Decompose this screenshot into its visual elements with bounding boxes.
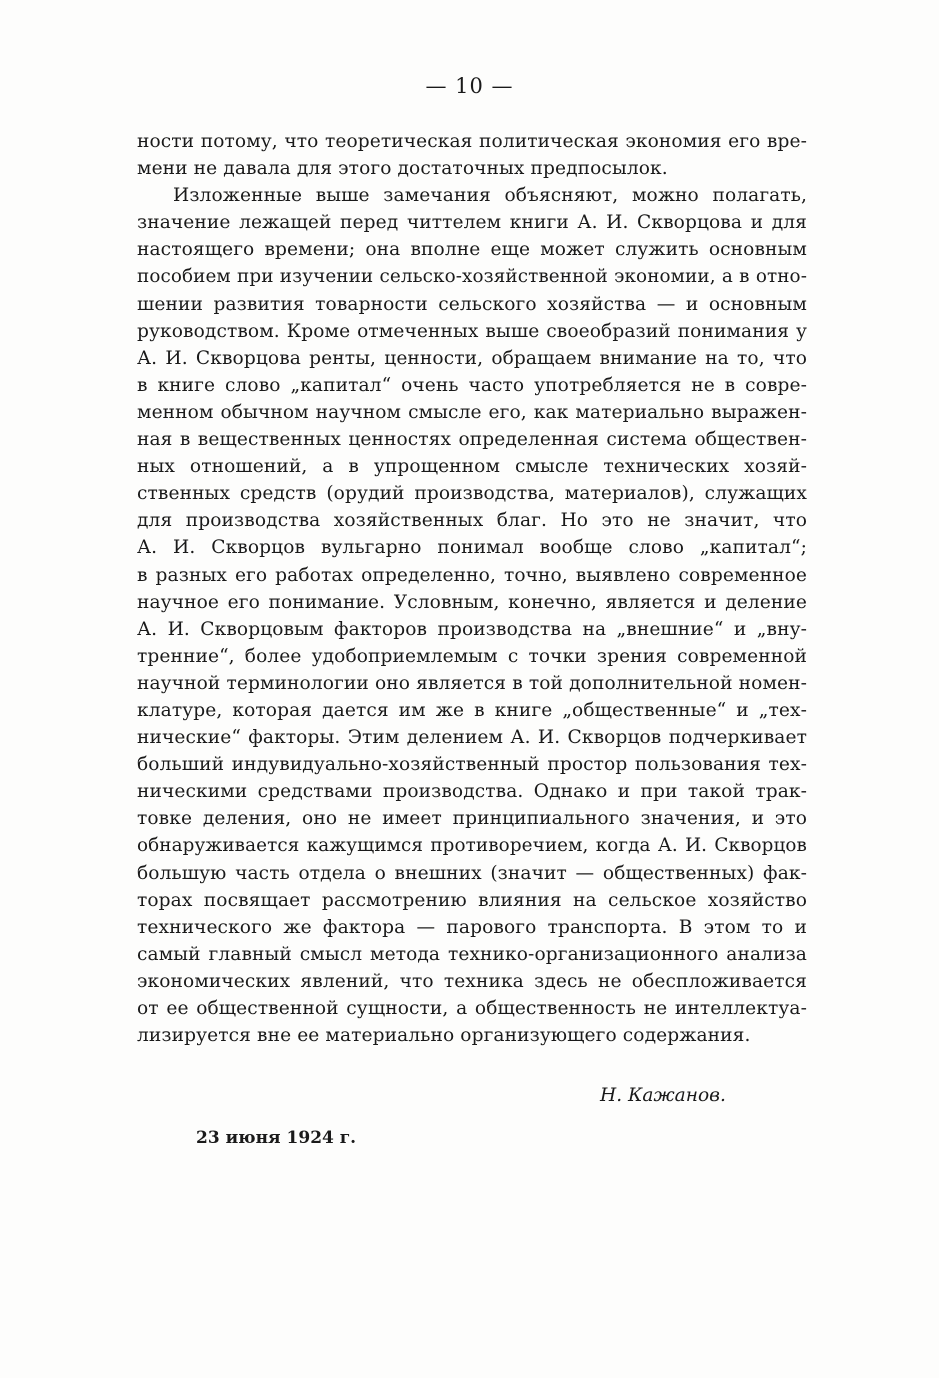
text-line: значение лежащей перед читтелем книги А. И. Скворцова и для [137, 212, 807, 234]
text-line: менном обычном научном смысле его, как материально выражен- [137, 401, 807, 423]
paragraph-1 [137, 128, 807, 182]
text-line: научное его понимание. Условным, конечно, является и деление [137, 591, 807, 613]
text-line: лизируется вне ее материально организующего содержания. [137, 1025, 751, 1047]
text-line: для производства хозяйственных благ. Но это не значит, что [137, 510, 807, 532]
text-line: экономических явлений, что техника здесь не обеспложивается [137, 970, 807, 992]
text-line: ных отношений, а в упрощенном смысле технических хозяй- [137, 456, 807, 478]
text-line: больший индувидуально-хозяйственный простор пользования тех- [137, 754, 807, 776]
text-line: в разных его работах определенно, точно, выявлено современное [137, 564, 807, 586]
text-line: настоящего времени; она вполне еще может служить основным [137, 239, 807, 261]
text-line: большую часть отдела о внешних (значит — общественных) фак- [137, 862, 807, 884]
text-line: пособием при изучении сельско-хозяйственной экономии, а в отно- [137, 266, 807, 288]
text-line: ности потому, что теоретическая политическая экономия его вре- [137, 131, 807, 152]
text-line: товке деления, оно не имеет принципиального значения, и это [137, 808, 807, 830]
text-line: в книге слово „капитал“ очень часто употребляется не в совре- [137, 374, 807, 396]
text-line: торах посвящает рассмотрению влияния на сельское хозяйство [137, 889, 807, 911]
text-line: ническими средствами производства. Однако и при такой трак- [137, 781, 807, 803]
paragraph-2 [137, 182, 807, 1049]
text-line: научной терминологии оно является в той дополнительной номен- [137, 672, 807, 694]
text-line: руководством. Кроме отмеченных выше своеобразий понимания у [137, 320, 807, 342]
author-signature: Н. Кажанов. [600, 1085, 726, 1106]
text-line: ственных средств (орудий производства, материалов), служащих [137, 483, 807, 505]
text-line: технического же фактора — парового транспорта. В этом то и [137, 916, 807, 938]
text-line: клатуре, которая дается им же в книге „общественные“ и „тех- [137, 699, 807, 721]
text-line: нические“ факторы. Этим делением А. И. Скворцов подчеркивает [137, 727, 807, 749]
text-line: А. И. Скворцовым факторов производства на „внешние“ и „вну- [137, 618, 807, 640]
body-text [137, 128, 807, 1049]
text-line: А. И. Скворцова ренты, ценности, обращаем внимание на то, что [137, 347, 807, 369]
text-line: тренние“, более удобоприемлемым с точки зрения современной [137, 645, 807, 667]
text-line: А. И. Скворцов вульгарно понимал вообще слово „капитал“; [137, 537, 807, 559]
text-line: обнаруживается кажущимся противоречием, когда А. И. Скворцов [137, 835, 807, 857]
text-line: шении развития товарности сельского хозяйства — и основным [137, 293, 807, 315]
text-line: мени не давала для этого достаточных предпосылок. [137, 158, 668, 180]
text-line: ная в вещественных ценностях определенная система обществен- [137, 429, 807, 451]
text-line: от ее общественной сущности, а общественность не интеллектуа- [137, 998, 807, 1019]
text-line: самый главный смысл метода технико-организационного анализа [137, 943, 807, 965]
page-number: — 10 — [425, 74, 514, 98]
document-date: 23 июня 1924 г. [196, 1128, 357, 1148]
text-line: Изложенные выше замечания объясняют, можно полагать, [173, 185, 807, 207]
